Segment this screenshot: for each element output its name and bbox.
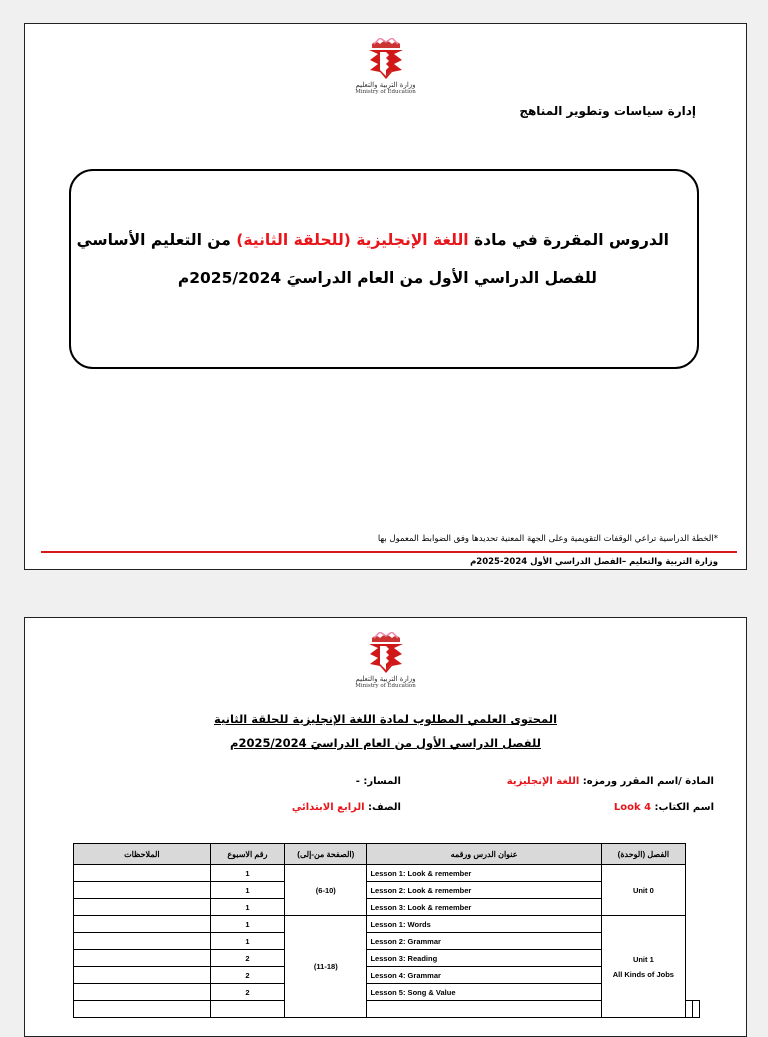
bahrain-emblem-icon	[366, 632, 406, 674]
content-heading-1: المحتوى العلمي المطلوب لمادة اللغة الإنجليزية للحلقة الثانية	[213, 712, 558, 726]
subject-label: المادة /اسم المقرر ورمزه:	[579, 776, 714, 787]
book-field	[614, 802, 714, 813]
header-lesson: عنوان الدرس ورقمه	[367, 844, 601, 865]
table-header-row	[74, 844, 700, 865]
content-heading-2: للفصل الدراسي الأول من العام الدراسيَ 2025/2024م	[230, 736, 541, 750]
week-cell: 2	[210, 950, 284, 967]
title-line-2: للفصل الدراسي الأول من العام الدراسيَ 2025/2024م	[177, 269, 597, 287]
notes-cell	[74, 1001, 211, 1018]
notes-cell	[74, 916, 211, 933]
document-page-2	[24, 617, 747, 1037]
table-row	[74, 865, 700, 882]
subject-field	[507, 776, 714, 787]
notes-cell	[74, 967, 211, 984]
ministry-name-ar: وزارة التربية والتعليم	[355, 675, 416, 683]
notes-cell	[74, 933, 211, 950]
book-label: اسم الكتاب:	[651, 802, 714, 813]
ministry-name-en: Ministry of Education	[355, 683, 416, 689]
notes-cell	[74, 984, 211, 1001]
week-cell	[210, 1001, 284, 1018]
pages-cell	[367, 1001, 601, 1018]
document-page-1	[24, 23, 747, 570]
week-cell: 1	[210, 916, 284, 933]
header-unit: الفصل (الوحدة)	[601, 844, 685, 865]
header-week: رقم الاسبوع	[210, 844, 284, 865]
lesson-cell: Lesson 1: Look & remember	[367, 865, 601, 882]
header-pages: (الصفحة من-إلى)	[285, 844, 367, 865]
ministry-name-ar: وزارة التربية والتعليم	[355, 81, 416, 89]
pages-cell: (6-10)	[285, 865, 367, 916]
week-cell: 1	[210, 899, 284, 916]
title-line-1	[77, 231, 669, 249]
week-cell: 1	[210, 933, 284, 950]
footnote: *الخطة الدراسية تراعي الوقفات التقويمية وعلى الجهة المعنية تحديدها وفق الضوابط المعمول بها	[377, 534, 718, 544]
page-footer: وزارة التربية والتعليم –الفصل الدراسي الأول 2024-2025م	[470, 557, 718, 567]
unit-cell: Unit 0	[601, 865, 685, 916]
track-field: المسار: -	[355, 776, 401, 787]
book-value: Look 4	[613, 802, 652, 813]
lesson-cell: Lesson 1: Words	[367, 916, 601, 933]
unit-cell	[693, 1001, 700, 1018]
footer-divider	[41, 551, 737, 553]
ministry-logo	[346, 38, 426, 95]
lesson-cell: Lesson 4: Grammar	[367, 967, 601, 984]
lessons-table	[73, 843, 700, 1018]
unit-name: Unit 1	[632, 954, 654, 964]
notes-cell	[74, 882, 211, 899]
ministry-name-en: Ministry of Education	[355, 89, 416, 95]
notes-cell	[74, 950, 211, 967]
header-notes: الملاحظات	[74, 844, 211, 865]
notes-cell	[74, 899, 211, 916]
week-cell: 2	[210, 984, 284, 1001]
week-cell: 1	[210, 865, 284, 882]
week-cell: 2	[210, 967, 284, 984]
lesson-cell	[686, 1001, 693, 1018]
week-cell: 1	[210, 882, 284, 899]
department-name: إدارة سياسات وتطوير المناهج	[519, 104, 696, 118]
lesson-cell: Lesson 2: Grammar	[367, 933, 601, 950]
bahrain-emblem-icon	[366, 38, 406, 80]
title-text-a: الدروس المقررة في مادة	[468, 231, 669, 249]
unit-cell	[601, 916, 685, 1018]
title-box	[69, 169, 699, 369]
grade-label: الصف:	[364, 802, 401, 813]
unit-subtitle: All Kinds of Jobs	[612, 969, 674, 979]
lesson-cell: Lesson 2: Look & remember	[367, 882, 601, 899]
grade-field	[292, 802, 401, 813]
lesson-cell: Lesson 5: Song & Value	[367, 984, 601, 1001]
lesson-cell: Lesson 3: Look & remember	[367, 899, 601, 916]
title-subject-highlight: اللغة الإنجليزية (للحلقة الثانية)	[236, 231, 469, 249]
lesson-cell: Lesson 3: Reading	[367, 950, 601, 967]
ministry-logo	[346, 632, 426, 689]
subject-value: اللغة الإنجليزية	[506, 776, 580, 787]
table-row	[74, 916, 700, 933]
grade-value: الرابع الابتدائي	[291, 802, 365, 813]
pages-cell: (11-18)	[285, 916, 367, 1018]
title-text-b: من التعليم الأساسي	[76, 231, 237, 249]
notes-cell	[74, 865, 211, 882]
